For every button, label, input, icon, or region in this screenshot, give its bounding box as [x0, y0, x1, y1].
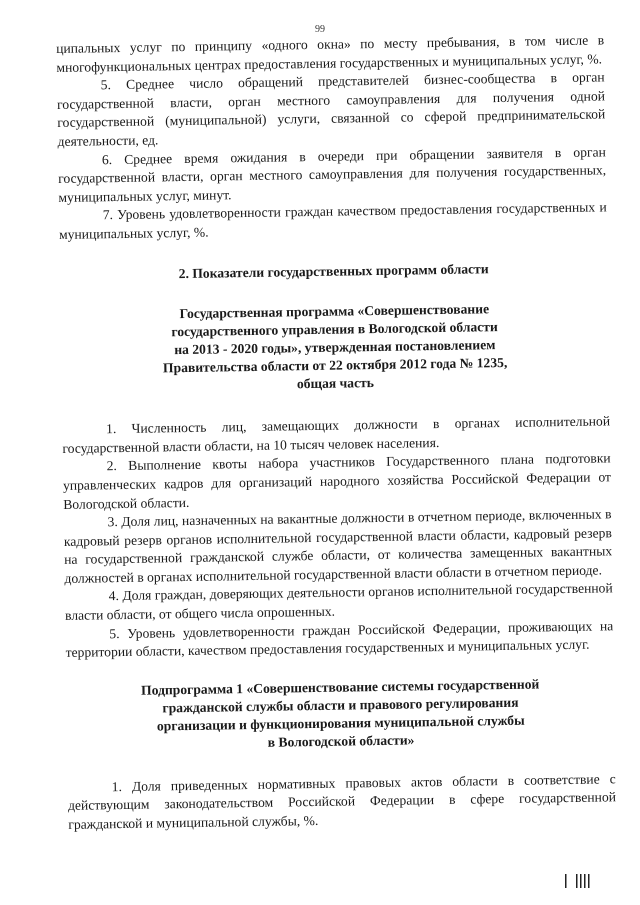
program-title-line: государственного управления в Вологодской области [171, 319, 498, 340]
program-item-3: 3. Доля лиц, назначенных на вакантные должности в отчетном периоде, включенных в кадровый резерв органов исполнительной государственной власти области, кадровый резерв на государственной гражданской службе области, от количества замещенных вакантных должностей в органах исполнительной государственной власти области в отчетном периоде. [63, 506, 613, 586]
barcode-mark [565, 874, 595, 888]
subprogram-title-line: Подпрограмма 1 «Совершенствование системы государственной [140, 676, 540, 698]
intro-paragraph-3: 6. Среднее время ожидания в очереди при обращении заявителя в орган государственной власти, орган местного самоуправления для получения государственных, муниципальных услуг, минут. [58, 143, 607, 205]
program-title-line: на 2013 - 2020 годы», утвержденная постановлением [174, 337, 496, 358]
subprogram-title-line: организации и функционирования муниципальной службы [156, 712, 525, 734]
subprogram-title-line: в Вологодской области» [267, 732, 415, 750]
page-content [56, 31, 616, 834]
subprogram-title [66, 674, 615, 755]
program-item-1: 1. Численность лиц, замещающих должности в органах исполнительной государственной власти области, на 10 тысяч человек населения. [62, 413, 611, 456]
program-item-5: 5. Уровень удовлетворенности граждан Российской Федерации, проживающих на территории области, качеством предоставления государственных и муниципальных услуг. [65, 617, 614, 661]
program-title-line: Правительства области от 22 октября 2012 года № 1235, [162, 355, 508, 376]
program-item-4: 4. Доля граждан, доверяющих деятельности органов исполнительной государственной власти области, от общего числа опрошенных. [64, 580, 613, 623]
section-title: 2. Показатели государственных программ области [178, 260, 489, 281]
intro-paragraph-1: ципальных услуг по принципу «одного окна» по месту пребывания, в том числе в многофункциональных центрах предоставления государственных и муниципальных услуг, %. [56, 32, 605, 75]
intro-paragraph-2: 5. Среднее число обращений представителей бизнес-сообщества в орган государственной власти, орган местного самоуправления для получения одной государственной (муниципальной) услуги, связанной со сферой предпринимательской деятельности, ед. [56, 69, 606, 149]
program-title-line: Государственная программа «Совершенствование [179, 301, 490, 322]
program-title-line: общая часть [296, 375, 375, 392]
page-number: 99 [315, 24, 325, 35]
program-title [60, 298, 609, 397]
subprogram-title-line: гражданской службы области и правового регулирования [162, 694, 519, 716]
intro-paragraph-4: 7. Уровень удовлетворенности граждан качеством предоставления государственных и муниципальных услуг, %. [58, 199, 607, 242]
subprogram-item-1: 1. Доля приведенных нормативных правовых актов области в соответствие с действующим законодательством Российской Федерации в сфере государственной гражданской и муниципальной службы, %. [67, 771, 617, 832]
program-item-2: 2. Выполнение квоты набора участников Государственного плана подготовки управленческих кадров для организаций народного хозяйства Российской Федерации от Вологодской области. [62, 450, 612, 512]
